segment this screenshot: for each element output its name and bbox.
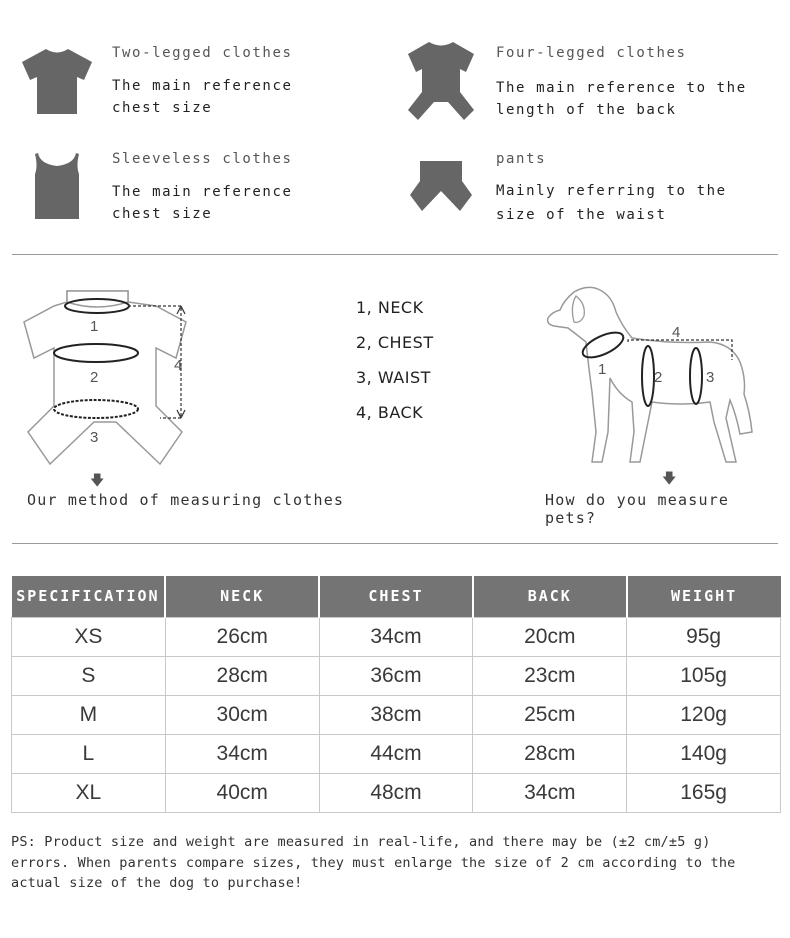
ps-line: errors. When parents compare sizes, they must enlarge the size of 2 cm according to the (11, 854, 736, 871)
arrow-down-icon: 🡇 (662, 471, 677, 487)
table-cell: 30cm (165, 695, 319, 734)
type-title-two-legged: Two-legged clothes (112, 45, 293, 61)
table-row (12, 656, 781, 695)
header-back: BACK (473, 576, 627, 617)
table-cell: 34cm (319, 617, 473, 656)
clothes-measure-illustration (14, 278, 214, 470)
table-cell: 165g (627, 773, 781, 812)
table-row (12, 695, 781, 734)
dog-measure-illustration (540, 282, 760, 468)
table-cell: XS (12, 617, 166, 656)
header-weight: WEIGHT (627, 576, 781, 617)
dog-label-neck: 1 (598, 361, 607, 378)
table-cell: 23cm (473, 656, 627, 695)
size-table (11, 576, 781, 813)
table-cell: L (12, 734, 166, 773)
caption-dog: How do you measure pets? (545, 491, 730, 527)
legend-chest: 2, CHEST (356, 333, 434, 352)
type-desc-pants: Mainly referring to the size of the waist (496, 183, 727, 223)
divider-middle (12, 543, 778, 544)
clothes-label-waist: 3 (90, 429, 99, 446)
jumpsuit-icon (404, 40, 478, 122)
table-cell: 105g (627, 656, 781, 695)
header-chest: CHEST (319, 576, 473, 617)
clothes-label-neck: 1 (90, 318, 99, 335)
table-row (12, 617, 781, 656)
table-row (12, 773, 781, 812)
clothes-label-chest: 2 (90, 369, 99, 386)
legend-back: 4, BACK (356, 403, 424, 422)
divider-top (12, 254, 778, 255)
caption-clothes: Our method of measuring clothes (27, 491, 345, 509)
table-cell: XL (12, 773, 166, 812)
table-cell: S (12, 656, 166, 695)
table-cell: 36cm (319, 656, 473, 695)
ps-line: PS: Product size and weight are measured in real-life, and there may be (±2 cm/±5 g) (11, 834, 711, 850)
header-neck: NECK (165, 576, 319, 617)
table-cell: 34cm (165, 734, 319, 773)
ps-line: actual size of the dog to purchase! (11, 875, 303, 891)
table-cell: 34cm (473, 773, 627, 812)
table-cell: 26cm (165, 617, 319, 656)
type-desc-sleeveless: The main reference chest size (112, 184, 293, 222)
table-cell: M (12, 695, 166, 734)
arrow-down-icon: 🡇 (90, 473, 105, 489)
dog-label-chest: 2 (654, 369, 663, 386)
dog-label-back: 4 (672, 324, 681, 341)
table-row (12, 734, 781, 773)
clothes-label-back: 4 (174, 357, 183, 374)
dog-label-waist: 3 (706, 369, 715, 386)
ps-note (11, 832, 786, 894)
header-specification: SPECIFICATION (12, 576, 166, 617)
vest-icon (33, 152, 81, 220)
tshirt-icon (20, 46, 94, 116)
table-cell: 25cm (473, 695, 627, 734)
table-cell: 120g (627, 695, 781, 734)
table-cell: 140g (627, 734, 781, 773)
legend-waist: 3, WAIST (356, 368, 431, 387)
legend-neck: 1, NECK (356, 298, 424, 317)
pants-icon (408, 159, 474, 213)
table-cell: 28cm (165, 656, 319, 695)
table-cell: 38cm (319, 695, 473, 734)
type-desc-four-legged: The main reference to the length of the back (496, 80, 747, 118)
table-cell: 44cm (319, 734, 473, 773)
table-cell: 95g (627, 617, 781, 656)
table-header-row (12, 576, 781, 617)
table-cell: 40cm (165, 773, 319, 812)
type-desc-two-legged: The main reference chest size (112, 78, 293, 116)
type-title-sleeveless: Sleeveless clothes (112, 151, 293, 167)
type-title-pants: pants (496, 151, 547, 167)
table-cell: 48cm (319, 773, 473, 812)
table-cell: 20cm (473, 617, 627, 656)
table-cell: 28cm (473, 734, 627, 773)
type-title-four-legged: Four-legged clothes (496, 45, 687, 61)
